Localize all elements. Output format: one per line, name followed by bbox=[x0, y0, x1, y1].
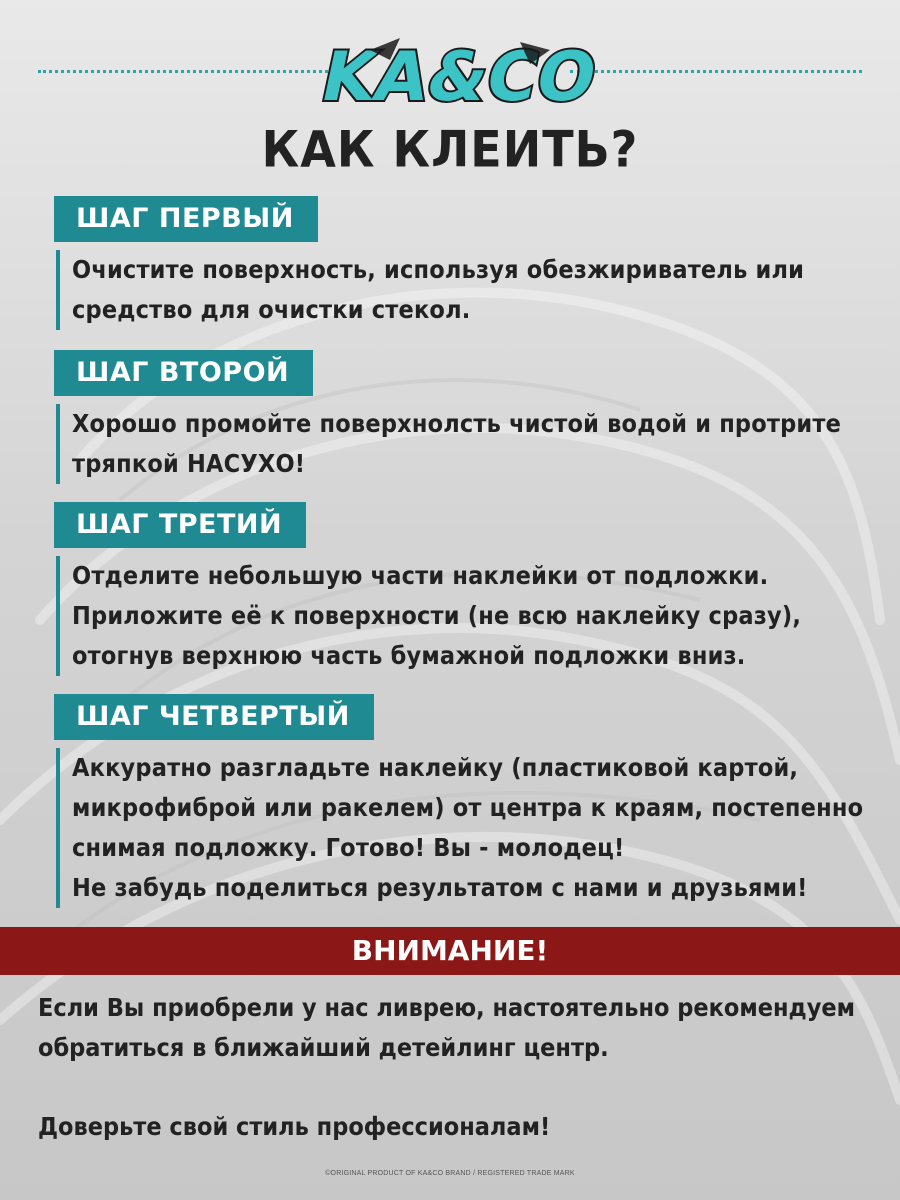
step-1-text bbox=[56, 250, 872, 330]
step-1-line-2: средство для очистки стекол. bbox=[72, 295, 471, 324]
step-4-line-3: снимая подложку. Готово! Вы - молодец! bbox=[72, 833, 625, 862]
step-1-line-1: Очистите поверхность, используя обезжириватель или bbox=[72, 255, 805, 284]
step-4-label: ШАГ ЧЕТВЕРТЫЙ bbox=[54, 694, 374, 740]
logo-text: KA&CO bbox=[314, 37, 604, 117]
dotted-divider-left bbox=[38, 70, 340, 73]
header bbox=[0, 30, 900, 120]
step-3-line-2: Приложите её к поверхности (не всю наклейку сразу), bbox=[72, 601, 802, 630]
step-3-label: ШАГ ТРЕТИЙ bbox=[54, 502, 306, 548]
step-1-label: ШАГ ПЕРВЫЙ bbox=[54, 196, 318, 242]
step-4-line-1: Аккуратно разгладьте наклейку (пластиковой картой, bbox=[72, 753, 799, 782]
step-2-line-1: Хорошо промойте поверхнолсть чистой водой и протрите bbox=[72, 409, 842, 438]
closing-text: Доверьте свой стиль профессионалам! bbox=[38, 1112, 551, 1141]
brand-logo bbox=[314, 30, 604, 120]
step-2-line-2: тряпкой НАСУХО! bbox=[72, 449, 306, 478]
dotted-divider-right bbox=[570, 70, 862, 73]
step-3-line-1: Отделите небольшую части наклейки от подложки. bbox=[72, 561, 769, 590]
step-3-line-3: отогнув верхнюю часть бумажной подложки вниз. bbox=[72, 641, 746, 670]
step-4-line-2: микрофиброй или ракелем) от центра к краям, постепенно bbox=[72, 793, 864, 822]
warning-text bbox=[38, 988, 878, 1068]
footer-trademark: ©ORIGINAL PRODUCT OF KA&CO BRAND / REGISTERED TRADE MARK bbox=[325, 1170, 575, 1177]
step-3-text bbox=[56, 556, 872, 676]
warning-banner: ВНИМАНИЕ! bbox=[0, 927, 900, 975]
step-2-text bbox=[56, 404, 872, 484]
page-title: КАК КЛЕИТЬ? bbox=[261, 119, 639, 179]
warning-line-1: Если Вы приобрели у нас ливрею, настоятельно рекомендуем bbox=[38, 993, 855, 1022]
step-4-line-4: Не забудь поделиться результатом с нами и друзьями! bbox=[72, 873, 808, 902]
warning-line-2: обратиться в ближайший детейлинг центр. bbox=[38, 1033, 609, 1062]
step-2-label: ШАГ ВТОРОЙ bbox=[54, 350, 313, 396]
step-4-text bbox=[56, 748, 872, 908]
